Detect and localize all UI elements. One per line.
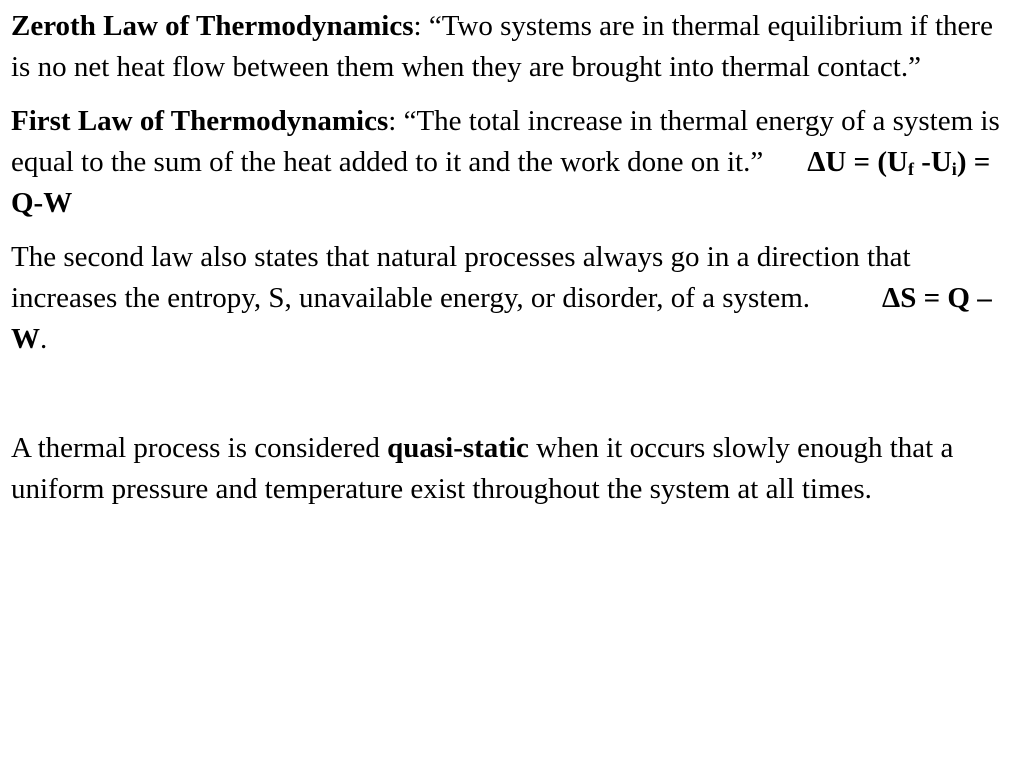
subscript-i: i: [951, 159, 957, 179]
first-law-title: First Law of Thermodynamics: [11, 105, 389, 137]
first-law-paragraph: [11, 101, 1011, 224]
second-law-text: The second law also states that natural processes always go in a direction that increases the entropy, S, unavailable energy, or disorder, of a system.: [11, 241, 911, 314]
quasi-static-text-before: A thermal process is considered: [11, 432, 388, 464]
equation-part-1: ΔU = (U: [807, 146, 908, 178]
second-law-paragraph: [11, 237, 1011, 360]
quasi-static-text-after: when it occurs slowly enough that a uniform pressure and temperature exist throughout the system at all times.: [11, 432, 954, 505]
zeroth-law-text: : “Two systems are in thermal equilibrium if there is no net heat flow between them when they are brought into thermal contact.”: [11, 10, 993, 83]
equation-part-3: ) = Q-W: [11, 146, 991, 219]
zeroth-law-paragraph: [11, 6, 1011, 88]
slide-content: [11, 6, 1011, 510]
second-law-period: .: [40, 323, 48, 355]
second-law-equation: ΔS = Q – W: [11, 282, 992, 355]
equation-part-2: -U: [913, 146, 952, 178]
first-law-text: : “The total increase in thermal energy of a system is equal to the sum of the heat added to it and the work done on it.”: [11, 105, 1000, 178]
quasi-static-term: quasi-static: [387, 432, 529, 464]
quasi-static-paragraph: [11, 428, 1011, 510]
zeroth-law-title: Zeroth Law of Thermodynamics: [11, 10, 414, 42]
subscript-f: f: [907, 159, 914, 179]
